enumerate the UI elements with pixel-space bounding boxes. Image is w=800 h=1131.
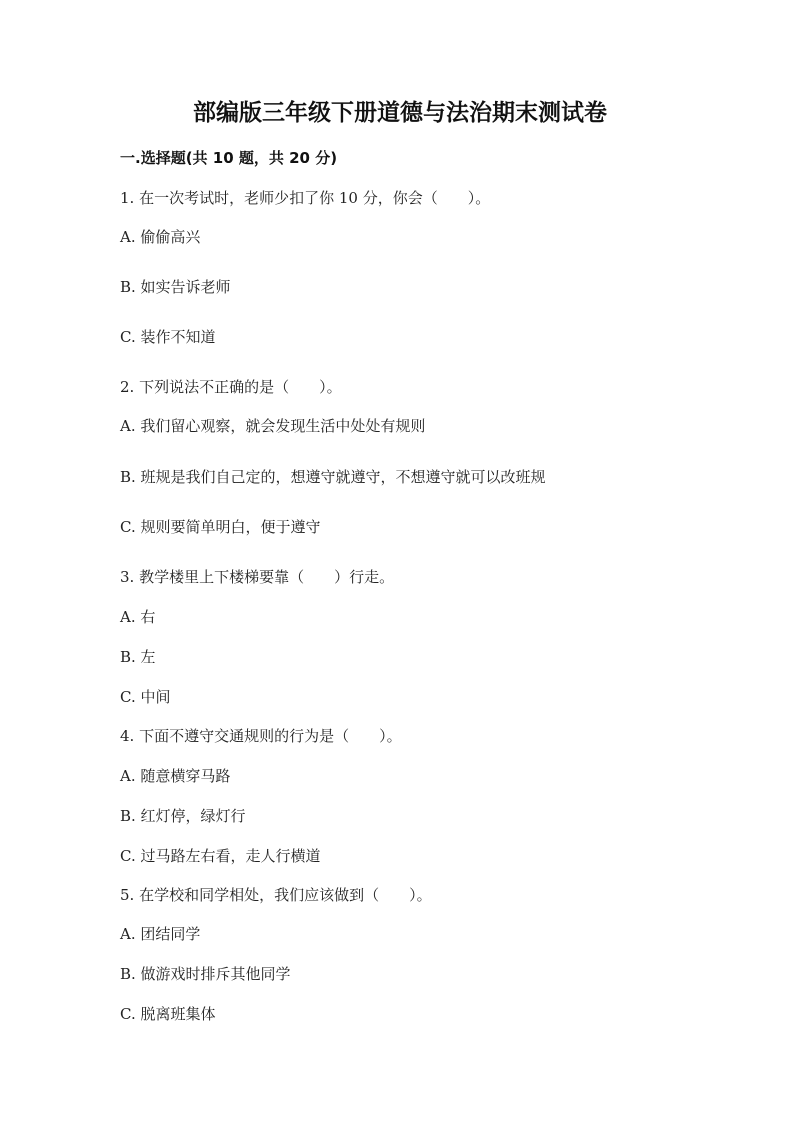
answer-option: A. 我们留心观察，就会发现生活中处处有规则: [120, 417, 426, 435]
answer-option: B. 如实告诉老师: [120, 278, 231, 296]
answer-option: C. 装作不知道: [120, 328, 216, 346]
answer-option: A. 团结同学: [120, 925, 201, 943]
question-stem: 4. 下面不遵守交通规则的行为是（ ）。: [120, 727, 402, 745]
answer-option: A. 右: [120, 608, 156, 626]
answer-option: B. 红灯停，绿灯行: [120, 807, 246, 825]
answer-option: B. 做游戏时排斥其他同学: [120, 965, 291, 983]
answer-option: A. 随意横穿马路: [120, 767, 231, 785]
answer-option: C. 过马路左右看，走人行横道: [120, 847, 321, 865]
question-stem: 3. 教学楼里上下楼梯要靠（ ）行走。: [120, 568, 395, 586]
answer-option: B. 班规是我们自己定的，想遵守就遵守，不想遵守就可以改班规: [120, 468, 546, 486]
question-stem: 2. 下列说法不正确的是（ ）。: [120, 378, 342, 396]
answer-option: C. 规则要简单明白，便于遵守: [120, 518, 321, 536]
answer-option: C. 脱离班集体: [120, 1005, 216, 1023]
question-stem: 5. 在学校和同学相处，我们应该做到（ ）。: [120, 886, 432, 904]
answer-option: C. 中间: [120, 688, 171, 706]
answer-option: A. 偷偷高兴: [120, 228, 201, 246]
section-heading: 一.选择题(共 10 题，共 20 分): [120, 149, 338, 167]
document-title: 部编版三年级下册道德与法治期末测试卷: [193, 100, 607, 126]
answer-option: B. 左: [120, 648, 156, 666]
question-stem: 1. 在一次考试时，老师少扣了你 10 分，你会（ ）。: [120, 189, 491, 207]
